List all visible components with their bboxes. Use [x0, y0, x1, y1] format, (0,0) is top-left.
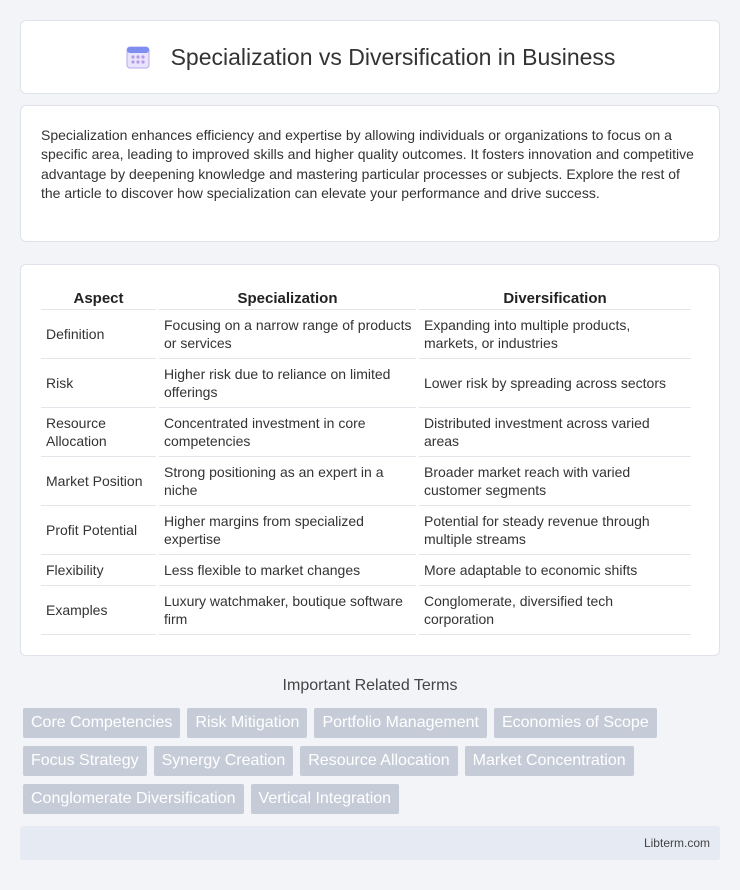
- table-cell: Strong positioning as an expert in a niche: [159, 457, 416, 506]
- term-tag[interactable]: Conglomerate Diversification: [23, 784, 244, 814]
- table-cell: Examples: [41, 586, 156, 635]
- term-tag[interactable]: Market Concentration: [465, 746, 634, 776]
- intro-card: [20, 105, 720, 242]
- table-row: [41, 586, 691, 635]
- intro-text: Specialization enhances efficiency and expertise by allowing individuals or organizations to focus on a specific area, leading to improved skills and higher quality outcomes. It fosters innovation and competitive advantage by deepening knowledge and mastering particular processes or subjects. Explore the rest of the article to discover how specialization can elevate your performance and drive success.: [41, 127, 694, 202]
- table-cell: Luxury watchmaker, boutique software firm: [159, 586, 416, 635]
- table-cell: Flexibility: [41, 555, 156, 586]
- term-tag[interactable]: Portfolio Management: [314, 708, 487, 738]
- footer-site-link[interactable]: Libterm.com: [643, 836, 710, 850]
- comparison-table: [38, 285, 694, 635]
- header-specialization: Specialization: [159, 285, 416, 310]
- table-cell: Conglomerate, diversified tech corporation: [419, 586, 691, 635]
- table-cell: Market Position: [41, 457, 156, 506]
- table-row: [41, 310, 691, 359]
- term-tag[interactable]: Core Competencies: [23, 708, 180, 738]
- page-title: Specialization vs Diversification in Business: [170, 43, 616, 70]
- footer: [20, 826, 720, 860]
- header-diversification: Diversification: [419, 285, 691, 310]
- table-cell: More adaptable to economic shifts: [419, 555, 691, 586]
- calendar-icon: [125, 44, 151, 70]
- term-tag[interactable]: Risk Mitigation: [187, 708, 307, 738]
- term-tag[interactable]: Vertical Integration: [251, 784, 400, 814]
- table-cell: Definition: [41, 310, 156, 359]
- table-cell: Profit Potential: [41, 506, 156, 555]
- term-tag[interactable]: Economies of Scope: [494, 708, 657, 738]
- table-cell: Distributed investment across varied areas: [419, 408, 691, 457]
- comparison-card: [20, 264, 720, 656]
- header-card: [20, 20, 720, 94]
- table-cell: Focusing on a narrow range of products or services: [159, 310, 416, 359]
- table-header-row: [41, 285, 691, 310]
- table-cell: Higher margins from specialized expertise: [159, 506, 416, 555]
- table-cell: Broader market reach with varied customer segments: [419, 457, 691, 506]
- term-tag[interactable]: Resource Allocation: [300, 746, 457, 776]
- table-row: [41, 359, 691, 408]
- table-row: [41, 408, 691, 457]
- header-aspect: Aspect: [41, 285, 156, 310]
- table-cell: Higher risk due to reliance on limited offerings: [159, 359, 416, 408]
- table-row: [41, 457, 691, 506]
- table-cell: Concentrated investment in core competencies: [159, 408, 416, 457]
- table-cell: Resource Allocation: [41, 408, 156, 457]
- table-cell: Less flexible to market changes: [159, 555, 416, 586]
- term-tag[interactable]: Focus Strategy: [23, 746, 147, 776]
- table-cell: Potential for steady revenue through multiple streams: [419, 506, 691, 555]
- related-terms-title: Important Related Terms: [282, 677, 458, 694]
- table-cell: Expanding into multiple products, markets, or industries: [419, 310, 691, 359]
- table-row: [41, 555, 691, 586]
- term-tag[interactable]: Synergy Creation: [154, 746, 294, 776]
- related-terms-list: [23, 708, 723, 814]
- table-cell: Risk: [41, 359, 156, 408]
- table-cell: Lower risk by spreading across sectors: [419, 359, 691, 408]
- table-row: [41, 506, 691, 555]
